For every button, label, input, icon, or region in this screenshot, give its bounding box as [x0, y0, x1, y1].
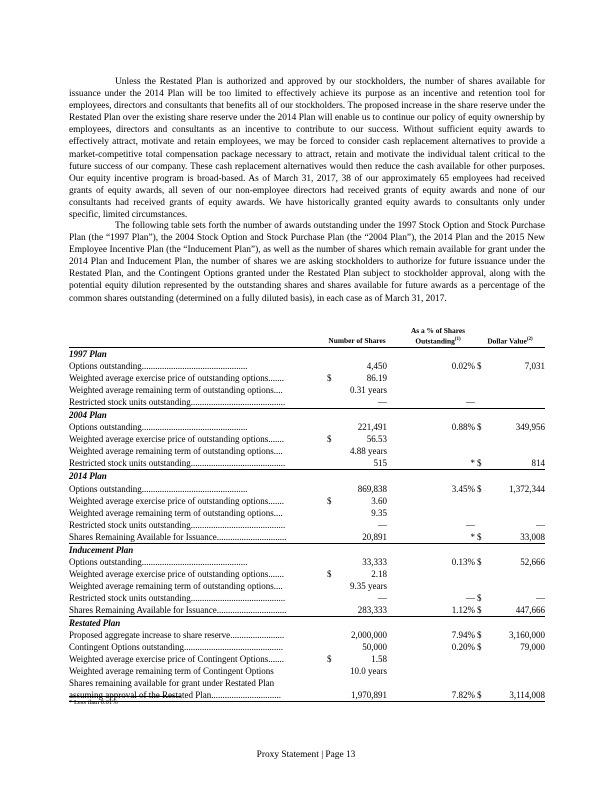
row-label [69, 495, 309, 507]
number-of-shares: 3.60 [371, 495, 387, 506]
number-of-shares: 0.31 years [350, 385, 387, 396]
number-of-shares: 86.19 [366, 373, 387, 384]
number-of-shares: 869,838 [357, 483, 387, 494]
row-label-text: Contingent Options outstanding [69, 642, 185, 653]
table-row [69, 483, 545, 495]
dot-leader: ....... [268, 654, 284, 665]
row-label-text: Options outstanding [69, 422, 142, 433]
number-of-shares: 20,891 [362, 531, 387, 542]
row-label-text: Options outstanding [69, 483, 142, 494]
dollar-value: — [536, 592, 545, 603]
percent-outstanding: 7.82% [451, 690, 475, 701]
row-label [69, 629, 309, 641]
dot-leader: .... [273, 580, 283, 591]
number-of-shares: 2.18 [371, 568, 387, 579]
percent-outstanding: 0.20% [451, 642, 475, 653]
number-of-shares: 515 [373, 458, 387, 469]
awards-outstanding-table [69, 319, 545, 702]
row-label-text: assuming approval of the Restated Plan [69, 690, 212, 701]
dot-leader: ............................................... [141, 556, 248, 567]
table-row [69, 580, 545, 592]
percent-outstanding: 0.88% [451, 422, 475, 433]
footnote-divider [69, 696, 181, 697]
number-of-shares: — [378, 592, 387, 603]
dot-leader: ............................................ [184, 642, 284, 653]
table-row [69, 665, 545, 677]
table-row [69, 568, 545, 580]
percent-outstanding: 0.13% [451, 556, 475, 567]
row-label [69, 641, 309, 653]
header-number-of-shares: Number of Shares [328, 336, 386, 345]
row-label [69, 556, 309, 568]
row-label-text: Weighted average exercise price of outstanding options [69, 568, 269, 579]
dollar-value: 7,031 [524, 361, 545, 372]
table-header [69, 319, 545, 348]
row-label-line1: Shares remaining available for grant under Restated Plan [69, 678, 275, 689]
number-of-shares: 56.53 [366, 434, 387, 445]
dollar-value: 1,372,344 [509, 483, 545, 494]
currency-symbol: $ [477, 483, 482, 494]
table-row [69, 433, 545, 445]
table-row [69, 507, 545, 519]
table-row [69, 421, 545, 433]
row-label [69, 433, 309, 445]
currency-symbol: $ [477, 642, 482, 653]
percent-outstanding: — [466, 397, 475, 408]
row-label-text: Weighted average exercise price of outstanding options [69, 434, 269, 445]
row-label-text: Weighted average remaining term of outstanding options [69, 385, 274, 396]
row-label-text: Weighted average exercise price of Contingent Options [69, 654, 269, 665]
number-of-shares: 10.0 years [350, 666, 387, 677]
currency-symbol: $ [477, 630, 482, 641]
table-row [69, 457, 545, 469]
dollar-value: 814 [531, 458, 545, 469]
dot-leader: ....... [268, 373, 284, 384]
header-dollar-value: Dollar Value$^{(2)}$ [487, 336, 533, 345]
number-of-shares: 2,000,000 [351, 630, 387, 641]
dot-leader: ....... [268, 434, 284, 445]
dollar-value: — [536, 519, 545, 530]
footer-separator: | [321, 750, 324, 760]
table-body [69, 348, 545, 702]
table-row [69, 531, 545, 543]
dot-leader: ............................... [211, 690, 281, 701]
row-label-text: Weighted average exercise price of outstanding options [69, 373, 269, 384]
number-of-shares: 4.88 years [350, 446, 387, 457]
table-row [69, 677, 545, 701]
dot-leader: .... [273, 446, 283, 457]
table-row [69, 556, 545, 568]
row-label-text: Proposed aggregate increase to share reserve [69, 630, 231, 641]
currency-symbol: $ [327, 568, 332, 579]
footer-page-number: Page 13 [325, 750, 356, 760]
percent-outstanding: — [466, 519, 475, 530]
row-label-text: Restricted stock units outstanding [69, 592, 191, 603]
dollar-value: 52,666 [520, 556, 545, 567]
row-label-text: Weighted average remaining term of outstanding options [69, 507, 274, 518]
section-title: 2014 Plan [69, 469, 545, 482]
number-of-shares: 1.58 [371, 654, 387, 665]
currency-symbol: $ [477, 556, 482, 567]
footer-title: Proxy Statement [256, 750, 319, 760]
table-row [69, 360, 545, 372]
table-bottom-rule [69, 701, 545, 702]
percent-outstanding: 3.45% [451, 483, 475, 494]
row-label-text: Weighted average remaining term of Contingent Options [69, 666, 274, 677]
number-of-shares: 1,970,891 [351, 690, 387, 701]
row-label [69, 507, 309, 519]
currency-symbol: $ [477, 458, 482, 469]
dot-leader: ............................................... [141, 422, 248, 433]
row-label [69, 519, 309, 531]
currency-symbol: $ [327, 373, 332, 384]
percent-outstanding: 7.94% [451, 630, 475, 641]
row-label [69, 531, 309, 543]
dot-leader: ............................................... [141, 483, 248, 494]
row-label-text: Restricted stock units outstanding [69, 397, 191, 408]
dot-leader: ............................... [216, 531, 287, 542]
row-label-text: Restricted stock units outstanding [69, 458, 191, 469]
row-label [69, 384, 309, 396]
number-of-shares: — [378, 519, 387, 530]
row-label [69, 665, 309, 677]
table-row [69, 495, 545, 507]
dot-leader: .......................................... [190, 592, 286, 603]
row-label-text: Options outstanding [69, 361, 142, 372]
dollar-value: 3,114,008 [509, 690, 545, 701]
section-title: 2004 Plan [69, 408, 545, 421]
table-row [69, 384, 545, 396]
currency-symbol: $ [477, 531, 482, 542]
row-label-text: Shares Remaining Available for Issuance [69, 604, 217, 615]
dollar-value: 33,008 [520, 531, 545, 542]
currency-symbol: $ [477, 361, 482, 372]
section-title: Restated Plan [69, 616, 545, 629]
row-label [69, 568, 309, 580]
row-label-text: Weighted average remaining term of outstanding options [69, 446, 274, 457]
table-row [69, 604, 545, 616]
dot-leader: .... [273, 385, 283, 396]
currency-symbol: $ [477, 690, 482, 701]
number-of-shares: 221,491 [357, 422, 387, 433]
percent-outstanding: * [470, 531, 475, 542]
row-label-text: Weighted average remaining term of outstanding options [69, 580, 274, 591]
number-of-shares: 283,333 [357, 604, 387, 615]
dot-leader: ........................ [230, 630, 285, 641]
currency-symbol: $ [327, 434, 332, 445]
dollar-value: 447,666 [515, 604, 545, 615]
dot-leader: ....... [268, 568, 284, 579]
dot-leader: ....... [268, 495, 284, 506]
number-of-shares: 50,000 [362, 642, 387, 653]
number-of-shares: — [378, 397, 387, 408]
table-row [69, 592, 545, 604]
row-label-text: Shares Remaining Available for Issuance [69, 531, 217, 542]
currency-symbol: $ [477, 604, 482, 615]
row-label-text: Restricted stock units outstanding [69, 519, 191, 530]
dot-leader: .......................................... [190, 458, 286, 469]
table-row [69, 396, 545, 408]
header-percent-outstanding: As a % of Shares Outstanding$^{(1)}$ [410, 325, 466, 345]
row-label [69, 592, 309, 604]
currency-symbol: $ [327, 654, 332, 665]
number-of-shares: 9.35 years [350, 580, 387, 591]
paragraph-restated-plan-rationale: Unless the Restated Plan is authorized and approved by our stockholders, the number of shares available for issuance under the 2014 Plan will be too limited to effectively achieve its purpose as an incentive and retention tool for employees, directors and consultants that benefits all of our stockholders. The proposed increase in the share reserve under the Restated Plan over the existing share reserve under the 2014 Plan will enable us to continue our policy of equity ownership by employees, directors and consultants as an incentive to contribute to our success. Without sufficient equity awards to effectively attract, motivate and retain employees, we may be forced to consider cash replacement alternatives to provide a market-competitive total compensation package necessary to attract, retain and motivate the individual talent critical to the future success of our company. These cash replacement alternatives would then reduce the cash available for other purposes. Our equity incentive program is broad-based. As of March 31, 2017, 38 of our approximately 65 employees had received grants of equity awards, all seven of our non-employee directors had received grants of equity awards and none of our consultants had received grants of equity awards. We have historically granted equity awards to consultants only under specific, limited circumstances. [69, 77, 545, 221]
row-label [69, 580, 309, 592]
table-row [69, 372, 545, 384]
currency-symbol: $ [477, 592, 482, 603]
row-label [69, 360, 309, 372]
dollar-value: 349,956 [515, 422, 545, 433]
table-row [69, 641, 545, 653]
dollar-value: 79,000 [520, 642, 545, 653]
dot-leader: .... [273, 507, 283, 518]
footnote: * Less than 0.01% [69, 699, 118, 706]
table-row [69, 445, 545, 457]
row-label [69, 396, 309, 408]
number-of-shares: 33,333 [362, 556, 387, 567]
table-row [69, 629, 545, 641]
row-label [69, 421, 309, 433]
currency-symbol: $ [327, 495, 332, 506]
page-footer [0, 750, 612, 760]
number-of-shares: 9.35 [371, 507, 387, 518]
row-label-text: Weighted average exercise price of outstanding options [69, 495, 269, 506]
dot-leader: ............................................... [141, 361, 248, 372]
dollar-value: 3,160,000 [509, 630, 545, 641]
percent-outstanding: * [470, 458, 475, 469]
paragraph-table-introduction: The following table sets forth the number of awards outstanding under the 1997 Stock Option and Stock Purchase Plan (the “1997 Plan”), the 2004 Stock Option and Stock Purchase Plan (the “2004 Plan”), the 2014 Plan and the 2015 New Employee Incentive Plan (the “Inducement Plan”), as well as the number of shares which remain available for grant under the 2014 Plan and Inducement Plan, the number of shares we are asking stockholders to authorize for future issuance under the Restated Plan, and the Contingent Options granted under the Restated Plan subject to stockholder approval, along with the potential equity dilution represented by the outstanding shares and shares available for future awards as a percentage of the common shares outstanding (determined on a fully diluted basis), in each case as of March 31, 2017. [69, 221, 545, 304]
row-label [69, 372, 309, 384]
section-title: 1997 Plan [69, 349, 107, 359]
currency-symbol: $ [477, 422, 482, 433]
table-row [69, 519, 545, 531]
dot-leader: ............................... [216, 604, 287, 615]
table-row [69, 653, 545, 665]
percent-outstanding: — [466, 592, 475, 603]
row-label-text: Options outstanding [69, 556, 142, 567]
dot-leader: .......................................... [190, 519, 286, 530]
number-of-shares: 4,450 [366, 361, 387, 372]
row-label [69, 457, 309, 469]
row-label [69, 653, 309, 665]
percent-outstanding: 0.02% [451, 361, 475, 372]
row-label [69, 445, 309, 457]
row-label [69, 483, 309, 495]
dot-leader: .......................................... [190, 397, 286, 408]
row-label [69, 604, 309, 616]
percent-outstanding: 1.12% [451, 604, 475, 615]
section-title: Inducement Plan [69, 543, 545, 556]
